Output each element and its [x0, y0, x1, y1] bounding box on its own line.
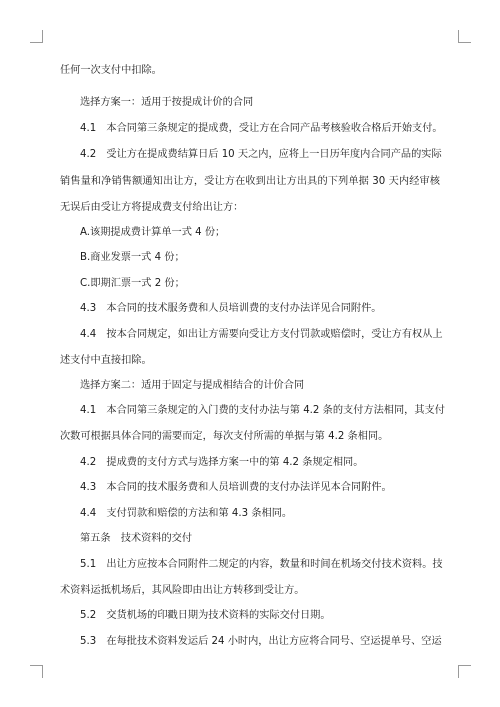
- crop-mark-top-left: [30, 30, 43, 43]
- crop-mark-top-right: [458, 30, 471, 43]
- list-item: B.商业发票一式 4 份；: [80, 252, 185, 263]
- paragraph-line: 5.1 出让方应按本合同附件二规定的内容，数量和时间在机场交付技术资料。技: [80, 559, 443, 570]
- paragraph-line: 4.2 受让方在提成费结算日后 10 天之内，应将上一日历年度内合同产品的实际: [80, 149, 442, 160]
- paragraph-line: 术资料运抵机场后，其风险即由出让方转移到受让方。: [60, 585, 305, 596]
- paragraph-line: 4.1 本合同第三条规定的入门费的支付办法与第 4.2 条的支付方法相同，其支付: [80, 405, 445, 416]
- paragraph-line: 4.4 按本合同规定，如出让方需要向受让方支付罚款或赔偿时，受让方有权从上: [80, 329, 443, 340]
- paragraph-line: 5.2 交货机场的印戳日期为技术资料的实际交付日期。: [80, 610, 331, 621]
- paragraph-line: 4.3 本合同的技术服务费和人员培训费的支付办法详见本合同附件。: [80, 482, 392, 493]
- paragraph-line: 述支付中直接扣除。: [60, 355, 152, 366]
- paragraph-line: 5.3 在每批技术资料发运后 24 小时内，出让方应将合同号、空运提单号、空运: [80, 636, 442, 647]
- paragraph-line: 次数可根据具体合同的需要而定，每次支付所需的单据与第 4.2 条相同。: [60, 431, 389, 442]
- crop-mark-bottom-right: [458, 665, 471, 678]
- section-heading: 选择方案一：适用于按提成计价的合同: [80, 97, 254, 108]
- article-heading: 第五条 技术资料的交付: [80, 533, 193, 544]
- crop-mark-bottom-left: [30, 665, 43, 678]
- paragraph-line: 4.2 提成费的支付方式与选择方案一中的第 4.2 条规定相同。: [80, 457, 364, 468]
- list-item: A.该期提成费计算单一式 4 份；: [80, 227, 226, 238]
- paragraph-line: 4.3 本合同的技术服务费和人员培训费的支付办法详见合同附件。: [80, 303, 382, 314]
- section-heading: 选择方案二：适用于固定与提成相结合的计价合同: [80, 380, 305, 391]
- paragraph-line: 任何一次支付中扣除。: [60, 65, 162, 76]
- list-item: C.即期汇票一式 2 份；: [80, 278, 185, 289]
- paragraph-line: 4.4 支付罚款和赔偿的方法和第 4.3 条相同。: [80, 508, 293, 519]
- paragraph-line: 销售量和净销售额通知出让方，受让方在收到出让方出具的下列单据 30 天内经审核: [60, 176, 440, 187]
- paragraph-line: 4.1 本合同第三条规定的提成费，受让方在合同产品考核验收合格后开始支付。: [80, 123, 443, 134]
- paragraph-line: 无误后由受让方将提成费支付给出让方：: [60, 202, 244, 213]
